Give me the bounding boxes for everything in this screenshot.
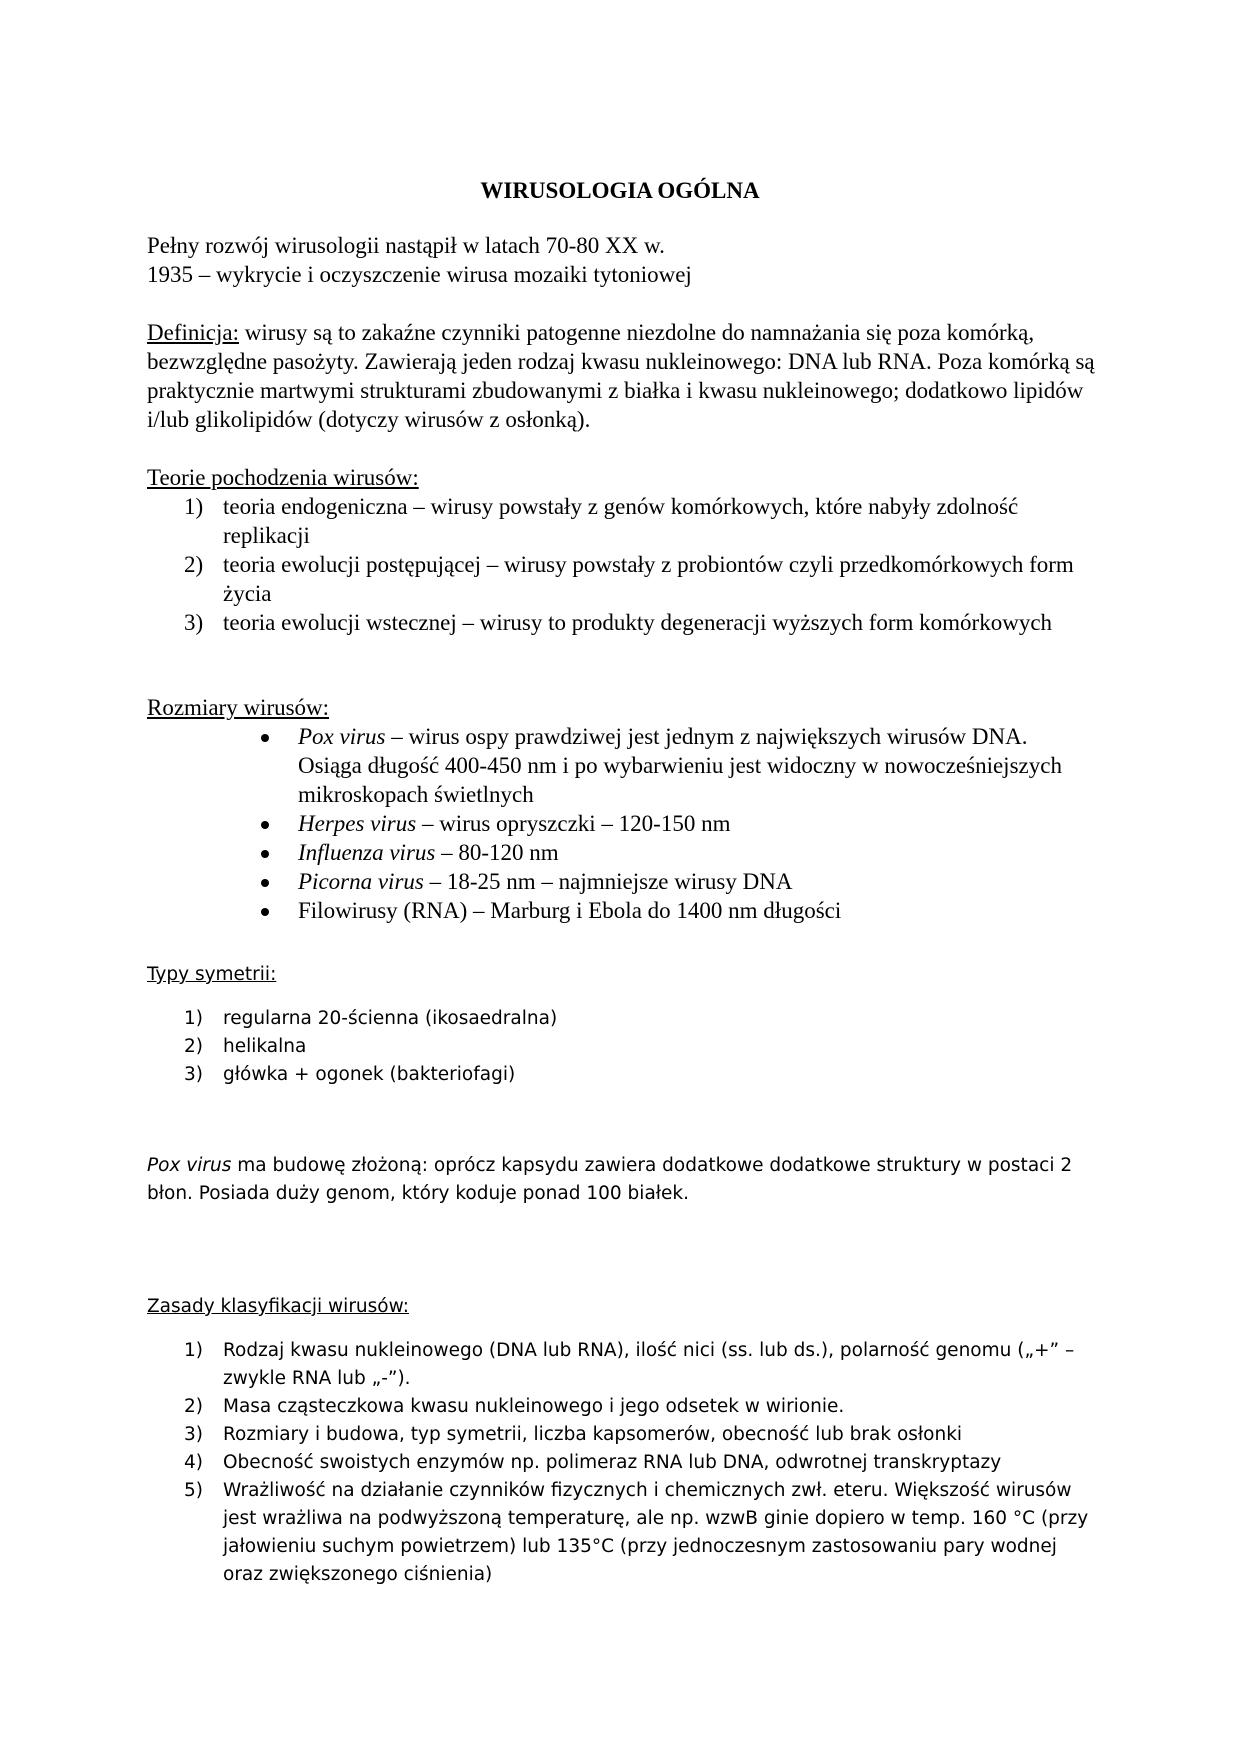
list-item bbox=[147, 1421, 1097, 1449]
virus-name: Influenza virus bbox=[298, 840, 436, 865]
intro-line: Pełny rozwój wirusologii nastąpił w latach 70-80 XX w. bbox=[147, 233, 665, 258]
origin-theories-heading: Teorie pochodzenia wirusów: bbox=[147, 465, 419, 490]
list-number: 3) bbox=[184, 610, 204, 635]
list-item bbox=[147, 867, 1097, 896]
list-item bbox=[147, 550, 1097, 608]
sizes-heading: Rozmiary wirusów: bbox=[147, 695, 330, 720]
bullet-icon bbox=[261, 821, 269, 829]
list-item bbox=[147, 1449, 1097, 1477]
list-item bbox=[147, 1337, 1097, 1393]
virus-name: Herpes virus bbox=[298, 811, 417, 836]
symmetry-heading: Typy symetrii: bbox=[147, 964, 277, 985]
virus-name: Pox virus bbox=[147, 1155, 232, 1176]
list-text: teoria endogeniczna – wirusy powstały z genów komórkowych, które nabyły zdolność replikacji bbox=[223, 494, 1019, 548]
list-number: 1) bbox=[184, 1008, 203, 1029]
bullet-icon bbox=[261, 734, 269, 742]
bullet-icon bbox=[261, 879, 269, 887]
list-item bbox=[147, 1393, 1097, 1421]
list-item bbox=[147, 1061, 1097, 1089]
intro-section bbox=[147, 231, 1097, 289]
list-text: Filowirusy (RNA) – Marburg i Ebola do 1400 nm długości bbox=[298, 898, 842, 923]
definition-text: wirusy są to zakaźne czynniki patogenne niezdolne do namnażania się poza komórką, bezwzględne pasożyty. Zawierają jeden rodzaj kwasu nukleinowego: DNA lub RNA. Poza komórką są praktycznie martwymi strukturami zbudowanymi z białka i kwasu nukleinowego; dodatkowo lipidów i/lub glikolipidów (dotyczy wirusów z osłonką). bbox=[147, 320, 1095, 432]
list-number: 2) bbox=[184, 1396, 203, 1417]
definition-label: Definicja: bbox=[147, 320, 239, 345]
list-item bbox=[147, 1005, 1097, 1033]
list-text: Obecność swoistych enzymów np. polimeraz RNA lub DNA, odwrotnej transkryptazy bbox=[223, 1452, 1002, 1473]
list-item bbox=[147, 722, 1097, 809]
list-number: 3) bbox=[184, 1064, 203, 1085]
list-text: główka + ogonek (bakteriofagi) bbox=[223, 1064, 516, 1085]
list-text: Rodzaj kwasu nukleinowego (DNA lub RNA), ilość nici (ss. lub ds.), polarność genomu („+” – zwykle RNA lub „-”). bbox=[223, 1340, 1075, 1389]
definition-paragraph bbox=[147, 318, 1097, 434]
list-text: – 80-120 nm bbox=[435, 840, 559, 865]
list-item bbox=[147, 1033, 1097, 1061]
bullet-icon bbox=[261, 908, 269, 916]
list-text: – 18-25 nm – najmniejsze wirusy DNA bbox=[423, 869, 793, 894]
list-text: teoria ewolucji postępującej – wirusy powstały z probiontów czyli przedkomórkowych form życia bbox=[223, 552, 1074, 606]
list-item bbox=[147, 1477, 1097, 1589]
list-number: 5) bbox=[184, 1480, 203, 1501]
list-number: 2) bbox=[184, 552, 204, 577]
list-text: Rozmiary i budowa, typ symetrii, liczba kapsomerów, obecność lub brak osłonki bbox=[223, 1424, 963, 1445]
virus-name: Pox virus bbox=[298, 724, 386, 749]
list-number: 2) bbox=[184, 1036, 203, 1057]
list-item bbox=[147, 896, 1097, 925]
list-item bbox=[147, 809, 1097, 838]
sizes-section bbox=[147, 693, 1097, 925]
bullet-icon bbox=[261, 850, 269, 858]
list-text: Masa cząsteczkowa kwasu nukleinowego i jego odsetek w wirionie. bbox=[223, 1396, 845, 1417]
list-text: helikalna bbox=[223, 1036, 307, 1057]
intro-line: 1935 – wykrycie i oczyszczenie wirusa mozaiki tytoniowej bbox=[147, 262, 692, 287]
origin-theories-section bbox=[147, 463, 1097, 637]
list-number: 1) bbox=[184, 494, 204, 519]
list-item bbox=[147, 838, 1097, 867]
list-number: 4) bbox=[184, 1452, 203, 1473]
list-text: Wrażliwość na działanie czynników fizycznych i chemicznych zwł. eteru. Większość wirusów jest wrażliwa na podwyższoną temperaturę, ale np. wzwB ginie dopiero w temp. 160 °C (przy jałowieniu suchym powietrzem) lub 135°C (przy jednoczesnym zastosowaniu pary wodnej oraz zwiększonego ciśnienia) bbox=[223, 1480, 1089, 1585]
list-text: teoria ewolucji wstecznej – wirusy to produkty degeneracji wyższych form komórkowych bbox=[223, 610, 1053, 635]
virus-name: Picorna virus bbox=[298, 869, 424, 894]
symmetry-section bbox=[147, 961, 1097, 1089]
pox-note-paragraph bbox=[147, 1152, 1097, 1208]
pox-note-text: ma budowę złożoną: oprócz kapsydu zawiera dodatkowe dodatkowe struktury w postaci 2 błon. Posiada duży genom, który koduje ponad 100 białek. bbox=[147, 1155, 1073, 1204]
list-number: 1) bbox=[184, 1340, 203, 1361]
page-title: WIRUSOLOGIA OGÓLNA bbox=[480, 178, 760, 203]
classification-heading: Zasady klasyfikacji wirusów: bbox=[147, 1296, 409, 1317]
list-number: 3) bbox=[184, 1424, 203, 1445]
list-item bbox=[147, 608, 1097, 637]
list-text: – wirus ospy prawdziwej jest jednym z największych wirusów DNA. Osiąga długość 400-450 nm i po wybarwieniu jest widoczny w nowocześniejszych mikroskopach świetlnych bbox=[298, 724, 1062, 807]
list-text: – wirus opryszczki – 120-150 nm bbox=[416, 811, 731, 836]
list-item bbox=[147, 492, 1097, 550]
list-text: regularna 20-ścienna (ikosaedralna) bbox=[223, 1008, 558, 1029]
classification-section bbox=[147, 1293, 1097, 1589]
